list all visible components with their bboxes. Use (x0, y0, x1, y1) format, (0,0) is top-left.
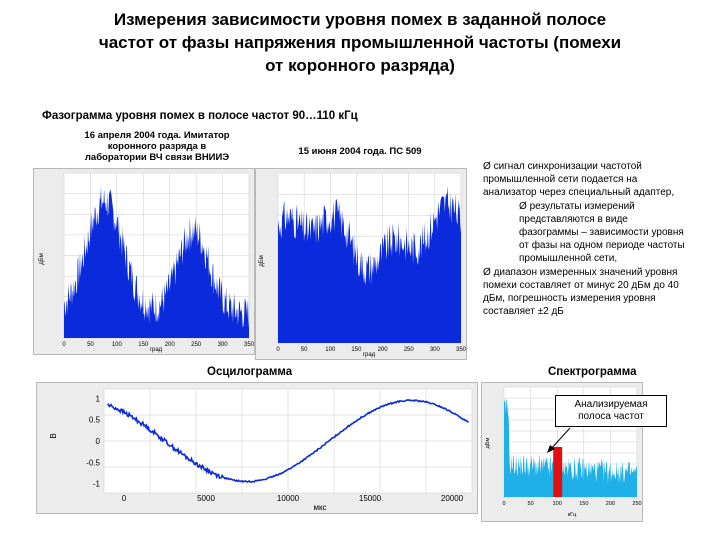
bullet-arrow-icon: Ø (483, 161, 491, 172)
osc-y-tick-label: -1 (92, 479, 100, 489)
osc-y-tick-label: 1 (95, 394, 100, 404)
bullet-arrow-icon: Ø (519, 200, 527, 212)
bullet-arrow-icon: Ø (483, 266, 491, 278)
osc-x-ticks (122, 494, 464, 503)
left-phase-diagram-panel (33, 168, 255, 355)
left-caption-line-2: коронного разряда в (107, 141, 207, 152)
osc-y-tick-label: 0 (95, 437, 100, 446)
x-tick-label: 350 (243, 342, 254, 348)
right-phase-diagram-panel (255, 168, 467, 360)
note-3 (483, 266, 688, 319)
osc-y-label: В (49, 433, 58, 439)
x-tick-label: 350 (455, 347, 466, 353)
osc-x-tick-label: 5000 (197, 494, 215, 503)
x-tick-label: 50 (300, 347, 308, 353)
left-x-label: град (149, 347, 163, 353)
x-tick-label: 150 (579, 501, 589, 507)
phase-diagram-title: Фазограмма уровня помех в полосе частот 90…110 кГц (42, 110, 358, 122)
oscillogram-title: Осцилограмма (207, 366, 293, 378)
x-tick-label: 50 (87, 342, 94, 348)
x-tick-label: 200 (164, 342, 175, 348)
title-line-1: Измерения зависимости уровня помех в заданной полосе (113, 10, 607, 29)
title-line-2: частот от фазы напряжения промышленной частоты (помехи (98, 33, 622, 52)
oscillogram-panel (36, 382, 478, 514)
x-tick-label: 250 (403, 347, 414, 353)
left-caption-line-3: лаборатории ВЧ связи ВНИИЭ (84, 152, 230, 163)
osc-x-tick-label: 10000 (276, 494, 300, 503)
band-callout: Анализируемая полоса частот (555, 395, 667, 427)
osc-x-tick-label: 0 (121, 494, 127, 503)
left-phase-diagram (34, 169, 254, 354)
right-x-label: град (362, 352, 376, 358)
note-1-text: сигнал синхронизации частотой промышленной сети подается на анализатор через специальный адаптер, (483, 161, 675, 199)
x-tick-label: 250 (191, 342, 202, 348)
x-tick-label: 0 (62, 342, 66, 348)
osc-y-tick-label: -0.5 (86, 458, 100, 468)
osc-x-label: мкс (313, 503, 327, 512)
slide-title (20, 8, 700, 77)
spec-y-label: дБм (485, 437, 491, 449)
left-y-label: дБм (39, 253, 45, 265)
spec-x-label: кГц (567, 512, 577, 518)
spectrogram-title: Спектрограмма (548, 366, 637, 378)
x-tick-label: 300 (217, 342, 228, 348)
x-tick-label: 0 (276, 347, 280, 353)
osc-x-tick-label: 15000 (358, 494, 382, 503)
note-3-text: диапазон измеренных значений уровня помехи составляет от минус 20 дБм до 40 дБм, погрешность измерения уровня составляет ±2 дБ (483, 266, 679, 318)
note-1 (483, 160, 688, 200)
right-phase-diagram (256, 169, 466, 359)
note-2 (483, 200, 688, 266)
osc-y-ticks (86, 394, 100, 488)
x-tick-label: 250 (632, 501, 642, 507)
title-line-3: от коронного разряда) (265, 56, 455, 75)
note-2-text: результаты измерений представляются в виде фазограммы – зависимости уровня от фазы на одном периоде частоты промышленной сети, (519, 200, 685, 265)
left-caption-line-1: 16 апреля 2004 года. Имитатор (84, 130, 230, 141)
x-tick-label: 100 (111, 342, 122, 348)
right-phase-caption: 15 июня 2004 года. ПС 509 (298, 146, 422, 157)
x-tick-label: 200 (377, 347, 388, 353)
x-tick-label: 300 (429, 347, 440, 353)
notes-list (483, 160, 688, 318)
spec-x-ticks (502, 501, 641, 507)
osc-y-tick-label: 0.5 (88, 415, 100, 425)
x-tick-label: 100 (552, 501, 562, 507)
x-tick-label: 200 (605, 501, 615, 507)
x-tick-label: 100 (325, 347, 336, 353)
x-tick-label: 50 (527, 501, 534, 507)
right-y-label: дБм (259, 255, 265, 267)
osc-x-tick-label: 20000 (440, 494, 464, 503)
x-tick-label: 150 (138, 342, 149, 348)
oscillogram (37, 383, 477, 513)
left-phase-caption (52, 130, 262, 163)
x-tick-label: 0 (502, 501, 506, 507)
x-tick-label: 150 (351, 347, 362, 353)
